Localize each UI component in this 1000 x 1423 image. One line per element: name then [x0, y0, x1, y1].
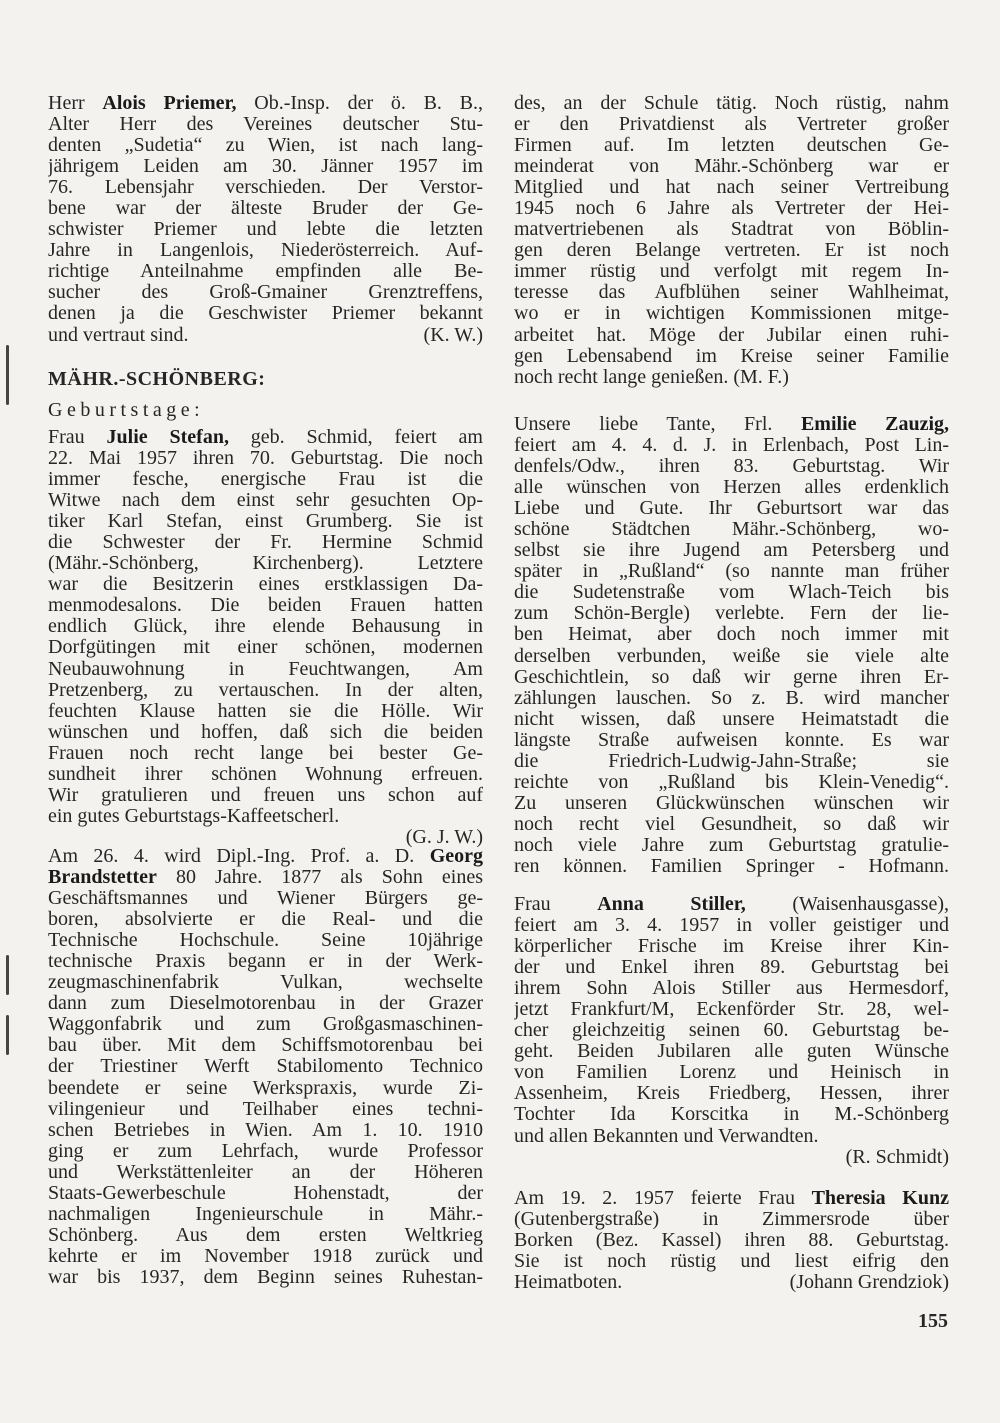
- text-line: [514, 219, 949, 240]
- text-line: [48, 532, 483, 553]
- text-line: [514, 582, 949, 603]
- text-line: [514, 156, 949, 177]
- text-line: [514, 1083, 949, 1104]
- text-line: [514, 730, 949, 751]
- text-line: [514, 540, 949, 561]
- text-line: [514, 835, 949, 856]
- text-line: [514, 1272, 949, 1293]
- text-segment: geb. Schmid, feiert am: [228, 427, 483, 448]
- text-line: [514, 261, 949, 282]
- text-segment: später in „Rußland“ (so nannte man früher: [514, 561, 949, 583]
- person-name: Alois Priemer,: [102, 93, 237, 114]
- text-segment: Herr: [48, 93, 103, 114]
- text-segment: Borken (Bez. Kassel) ihren 88. Geburtstag.: [514, 1230, 949, 1252]
- text-line: [48, 930, 483, 951]
- text-line: [48, 616, 483, 637]
- section-subheading: Geburtstage:: [48, 399, 205, 421]
- text-segment: er den Privatdienst als Vertreter großer: [514, 114, 949, 136]
- text-segment: und allen Bekannten und Verwandten.: [514, 1125, 819, 1147]
- text-line: [514, 624, 949, 645]
- text-line: [48, 846, 483, 867]
- text-segment: Am 26. 4. wird Dipl.-Ing. Prof. a. D.: [48, 846, 430, 867]
- text-line: [514, 367, 949, 388]
- text-segment: der Triestiner Werft Stabilomento Technico: [48, 1056, 483, 1078]
- text-segment: beendete er seine Werkspraxis, wurde Zi-: [48, 1077, 483, 1099]
- text-segment: sundheit ihrer schönen Wohnung erfreuen.: [48, 763, 483, 785]
- text-line: [48, 1204, 483, 1225]
- text-segment: denten „Sudetia“ zu Wien, ist nach lang-: [48, 135, 483, 157]
- text-line: [514, 751, 949, 772]
- text-line: [48, 680, 483, 701]
- text-line: [514, 240, 949, 261]
- text-segment: cher gleichzeitig seinen 60. Geburtstag be-: [514, 1020, 949, 1042]
- person-name: Theresia Kunz: [811, 1188, 949, 1209]
- text-line: [48, 303, 483, 324]
- article-emilie-zauzig: [514, 414, 949, 877]
- text-segment: die Sudetenstraße vom Wlach-Teich bis: [514, 582, 949, 604]
- text-segment: denfels/Odw., ihren 83. Geburtstag. Wir: [514, 456, 949, 478]
- text-segment: war die Besitzerin eines erstklassigen Da-: [48, 574, 483, 596]
- text-line: [514, 519, 949, 540]
- text-line: [48, 219, 483, 240]
- text-segment: schöne Städtchen Mähr.-Schönberg, wo-: [514, 519, 949, 541]
- text-line: [48, 1141, 483, 1162]
- author-signature: (R. Schmidt): [845, 1146, 949, 1168]
- text-segment: (Mähr.-Schönberg, Kirchenberg). Letztere: [48, 553, 483, 575]
- text-line: [514, 936, 949, 957]
- text-segment: geht. Beiden Jubilaren alle guten Wünsche: [514, 1041, 949, 1063]
- text-segment: selbst sie ihre Jugend am Petersberg und: [514, 540, 949, 562]
- text-segment: bene war der älteste Bruder der Ge-: [48, 198, 483, 220]
- text-segment: (Waisenhausgasse),: [745, 894, 949, 915]
- text-line: [48, 469, 483, 490]
- text-line: [514, 414, 949, 435]
- text-segment: Zu unseren Glückwünschen wünschen wir: [514, 792, 949, 814]
- text-segment: 80 Jahre. 1877 als Sohn eines: [156, 867, 483, 889]
- text-segment: tiker Karl Stefan, einst Grumberg. Sie ist: [48, 511, 483, 533]
- text-segment: Frau: [48, 427, 107, 448]
- text-line: [514, 978, 949, 999]
- text-segment: der und Enkel ihren 89. Geburtstag bei: [514, 957, 949, 979]
- author-signature: (K. W.): [423, 324, 483, 346]
- text-line: [514, 282, 949, 303]
- text-segment: derselben verbunden, weiße sie viele alte: [514, 645, 949, 667]
- text-segment: ben Heimat, aber doch noch immer mit: [514, 624, 949, 646]
- person-name: Georg: [429, 846, 483, 867]
- text-segment: technische Praxis begann er in der Werk-: [48, 951, 483, 973]
- text-segment: reichte von „Rußland bis Klein-Venedig“.: [514, 771, 949, 793]
- text-segment: schen Betriebes in Wien. Am 1. 10. 1910: [48, 1119, 483, 1141]
- text-segment: (Gutenbergstraße) in Zimmersrode über: [514, 1209, 949, 1231]
- text-line: [48, 156, 483, 177]
- text-segment: ihrem Sohn Alois Stiller aus Hermesdorf,: [514, 978, 949, 1000]
- text-segment: feuchten Klause hatten sie die Hölle. Wir: [48, 700, 483, 722]
- text-line: [48, 785, 483, 806]
- text-line: [48, 806, 483, 827]
- text-segment: 22. Mai 1957 ihren 70. Geburtstag. Die noch: [48, 448, 483, 470]
- text-segment: Assenheim, Kreis Friedberg, Hessen, ihrer: [514, 1083, 949, 1105]
- text-segment: Wir gratulieren und freuen uns schon auf: [48, 784, 483, 806]
- text-segment: immer fesche, energische Frau ist die: [48, 469, 483, 491]
- text-line: [514, 856, 949, 877]
- text-segment: Pretzenberg, zu vertauschen. In der alten,: [48, 679, 483, 701]
- text-segment: und vertraut sind.: [48, 324, 189, 346]
- text-line: [514, 435, 949, 456]
- margin-mark: [6, 345, 9, 405]
- text-line: [48, 282, 483, 303]
- text-segment: nicht wissen, daß unsere Heimatstadt die: [514, 708, 949, 730]
- text-line: [514, 477, 949, 498]
- text-line: [514, 1230, 949, 1251]
- text-line: [48, 972, 483, 993]
- text-line: [514, 814, 949, 835]
- text-line: [48, 1162, 483, 1183]
- person-name: Anna Stiller,: [597, 894, 746, 915]
- text-line: [48, 1183, 483, 1204]
- text-line: [514, 999, 949, 1020]
- text-segment: Dorfgütingen mit einer schönen, modernen: [48, 637, 483, 659]
- text-line: [48, 325, 483, 346]
- text-segment: bau über. Mit dem Schiffsmotorenbau bei: [48, 1035, 483, 1057]
- text-line: [514, 1209, 949, 1230]
- text-segment: von Familien Lorenz und Heinisch in: [514, 1062, 949, 1084]
- text-segment: gen deren Belange vertreten. Er ist noch: [514, 240, 949, 262]
- text-segment: wo er in wichtigen Kommissionen mitge-: [514, 303, 949, 325]
- text-segment: zählungen lauschen. So z. B. wird mancher: [514, 687, 949, 709]
- text-segment: jetzt Frankfurt/M, Eckenförder Str. 28, wel-: [514, 999, 949, 1021]
- text-line: [48, 1014, 483, 1035]
- text-segment: ein gutes Geburtstags-Kaffeetscherl.: [48, 805, 340, 827]
- text-line: [48, 764, 483, 785]
- margin-mark: [6, 1015, 9, 1055]
- article-georg-brandstetter: [48, 846, 483, 1288]
- text-line: [48, 1035, 483, 1056]
- text-line: [514, 325, 949, 346]
- text-segment: menmodesalons. Die beiden Frauen hatten: [48, 595, 483, 617]
- obituary-alois-priemer: [48, 93, 483, 346]
- text-segment: Heimatboten.: [514, 1272, 623, 1294]
- text-segment: feiert am 3. 4. 1957 in voller geistiger und: [514, 915, 949, 937]
- text-line: [514, 1251, 949, 1272]
- text-line: [48, 490, 483, 511]
- text-segment: die Friedrich-Ludwig-Jahn-Straße; sie: [514, 750, 949, 772]
- text-line: [514, 561, 949, 582]
- text-line: [48, 198, 483, 219]
- text-segment: Geschichtlein, so daß wir gerne ihren Er-: [514, 666, 949, 688]
- text-line: [514, 1062, 949, 1083]
- text-line: [514, 346, 949, 367]
- text-segment: noch viele Jahre zum Geburtstag gratulie-: [514, 834, 949, 856]
- text-line: [514, 456, 949, 477]
- text-segment: Staats-Gewerbeschule Hohenstadt, der: [48, 1182, 483, 1204]
- text-segment: Jahre in Langenlois, Niederösterreich. Auf-: [48, 240, 483, 262]
- text-line: [514, 114, 949, 135]
- text-segment: ren können. Familien Springer - Hofmann.: [514, 855, 949, 877]
- text-segment: Neubauwohnung in Feuchtwangen, Am: [48, 658, 483, 680]
- text-segment: Am 19. 2. 1957 feierte Frau: [514, 1188, 812, 1209]
- text-line: [514, 603, 949, 624]
- text-line: [48, 427, 483, 448]
- person-name: Julie Stefan,: [106, 427, 229, 448]
- text-line: [514, 303, 949, 324]
- text-line: [514, 1020, 949, 1041]
- text-segment: dann zum Dieselmotorenbau in der Grazer: [48, 993, 483, 1015]
- text-segment: Technische Hochschule. Seine 10jährige: [48, 930, 483, 952]
- text-line: [48, 595, 483, 616]
- text-line: [48, 114, 483, 135]
- text-line: [48, 553, 483, 574]
- text-segment: 1945 noch 6 Jahre als Vertreter der Hei-: [514, 198, 949, 220]
- text-segment: noch recht lange genießen. (M. F.): [514, 366, 789, 388]
- text-segment: Mitglied und hat nach seiner Vertreibung: [514, 177, 949, 199]
- text-line: [514, 646, 949, 667]
- page-number: 155: [918, 1310, 948, 1332]
- text-line: [48, 574, 483, 595]
- text-segment: feiert am 4. 4. d. J. in Erlenbach, Post Lin-: [514, 435, 949, 457]
- text-line: [48, 511, 483, 532]
- text-line: [48, 701, 483, 722]
- text-line: [48, 659, 483, 680]
- text-segment: sucher des Groß-Gmainer Grenztreffens,: [48, 282, 483, 304]
- text-line: [514, 709, 949, 730]
- text-line: [514, 772, 949, 793]
- text-segment: ging er zum Lehrfach, wurde Professor: [48, 1140, 483, 1162]
- text-segment: Unsere liebe Tante, Frl.: [514, 414, 801, 435]
- text-segment: war bis 1937, dem Beginn seines Ruhestan-: [48, 1266, 483, 1288]
- text-line: [48, 637, 483, 658]
- text-segment: schwister Priemer und lebte die letzten: [48, 219, 483, 241]
- article-anna-stiller: [514, 894, 949, 1168]
- text-line: [48, 177, 483, 198]
- article-continuation: [514, 93, 949, 388]
- text-line: [48, 888, 483, 909]
- text-line: [514, 667, 949, 688]
- text-line: [514, 957, 949, 978]
- person-name: Emilie Zauzig,: [800, 414, 949, 435]
- text-segment: endlich Glück, ihre elende Behausung in: [48, 616, 483, 638]
- text-line: [514, 1041, 949, 1062]
- text-segment: Liebe und Gute. Ihr Geburtsort war das: [514, 498, 949, 520]
- text-segment: matvertriebenen als Stadtrat von Böblin-: [514, 219, 949, 241]
- text-line: [48, 722, 483, 743]
- text-segment: Sie ist noch rüstig und liest eifrig den: [514, 1251, 949, 1273]
- text-segment: jährigem Leiden am 30. Jänner 1957 im: [48, 156, 483, 178]
- text-line: [514, 688, 949, 709]
- text-segment: Waggonfabrik und zum Großgasmaschinen-: [48, 1014, 483, 1036]
- text-line: [514, 1188, 949, 1209]
- text-segment: Frau: [514, 894, 598, 915]
- text-segment: längste Straße aufweisen konnte. Es war: [514, 729, 949, 751]
- text-segment: noch recht viel Gesundheit, so daß wir: [514, 813, 949, 835]
- text-segment: denen ja die Geschwister Priemer bekannt: [48, 303, 483, 325]
- margin-mark: [6, 955, 9, 995]
- text-line: [48, 909, 483, 930]
- text-segment: Tochter Ida Korscitka in M.-Schönberg: [514, 1104, 949, 1126]
- text-line: [48, 1120, 483, 1141]
- author-signature: (G. J. W.): [405, 826, 483, 848]
- text-segment: richtige Anteilnahme empfinden alle Be-: [48, 261, 483, 283]
- text-segment: nachmaligen Ingenieurschule in Mähr.-: [48, 1203, 483, 1225]
- text-line: [514, 1126, 949, 1147]
- text-line: [514, 198, 949, 219]
- text-line: [514, 135, 949, 156]
- text-segment: gen Lebensabend im Kreise seiner Familie: [514, 345, 949, 367]
- text-segment: immer rüstig und verfolgt mit regem In-: [514, 261, 949, 283]
- text-line: [48, 1056, 483, 1077]
- text-segment: Schönberg. Aus dem ersten Weltkrieg: [48, 1224, 483, 1246]
- text-segment: 76. Lebensjahr verschieden. Der Verstor-: [48, 177, 483, 199]
- article-theresia-kunz: [514, 1188, 949, 1293]
- text-segment: zum Schön-Bergle) verlebte. Fern der lie-: [514, 603, 949, 625]
- text-line: [48, 240, 483, 261]
- text-line: [48, 135, 483, 156]
- text-line: [514, 1147, 949, 1168]
- text-segment: alle wünschen von Herzen alles erdenklich: [514, 477, 949, 499]
- author-signature: (Johann Grendziok): [789, 1272, 949, 1294]
- person-name: Brandstetter: [48, 867, 157, 889]
- text-line: [48, 1078, 483, 1099]
- text-line: [514, 915, 949, 936]
- text-line: [48, 448, 483, 469]
- text-line: [48, 93, 483, 114]
- section-heading: MÄHR.-SCHÖNBERG:: [48, 368, 266, 390]
- text-segment: meinderat von Mähr.-Schönberg war er: [514, 156, 949, 178]
- text-segment: die Schwester der Fr. Hermine Schmid: [48, 532, 483, 554]
- text-segment: teresse das Aufblühen seiner Wahlheimat,: [514, 282, 949, 304]
- text-segment: vilingenieur und Teilhaber eines techni-: [48, 1098, 483, 1120]
- text-segment: boren, absolvierte er die Real- und die: [48, 909, 483, 931]
- text-segment: körperlicher Frische im Kreise ihrer Kin-: [514, 936, 949, 958]
- text-segment: Witwe nach dem einst sehr gesuchten Op-: [48, 490, 483, 512]
- text-line: [48, 1246, 483, 1267]
- text-segment: zeugmaschinenfabrik Vulkan, wechselte: [48, 972, 483, 994]
- text-segment: arbeitet hat. Möge der Jubilar einen ruhi-: [514, 324, 949, 346]
- text-line: [48, 951, 483, 972]
- text-line: [514, 177, 949, 198]
- text-segment: Geschäftsmannes und Wiener Bürgers ge-: [48, 888, 483, 910]
- text-segment: Firmen auf. Im letzten deutschen Ge-: [514, 135, 949, 157]
- text-segment: Ob.-Insp. der ö. B. B.,: [236, 93, 483, 114]
- text-line: [514, 93, 949, 114]
- text-segment: wünschen und hoffen, daß sich die beiden: [48, 721, 483, 743]
- text-line: [514, 894, 949, 915]
- article-julie-stefan: [48, 427, 483, 848]
- text-segment: und Werkstättenleiter an der Höheren: [48, 1161, 483, 1183]
- text-segment: kehrte er im November 1918 zurück und: [48, 1245, 483, 1267]
- text-segment: des, an der Schule tätig. Noch rüstig, nahm: [514, 93, 949, 114]
- text-line: [48, 1099, 483, 1120]
- text-line: [48, 1225, 483, 1246]
- text-line: [48, 261, 483, 282]
- text-line: [48, 827, 483, 848]
- text-line: [48, 993, 483, 1014]
- text-line: [48, 743, 483, 764]
- text-segment: Alter Herr des Vereines deutscher Stu-: [48, 114, 483, 136]
- text-line: [514, 793, 949, 814]
- text-line: [48, 867, 483, 888]
- text-line: [514, 498, 949, 519]
- text-line: [48, 1267, 483, 1288]
- text-line: [514, 1104, 949, 1125]
- text-segment: Frauen noch recht lange bei bester Ge-: [48, 742, 483, 764]
